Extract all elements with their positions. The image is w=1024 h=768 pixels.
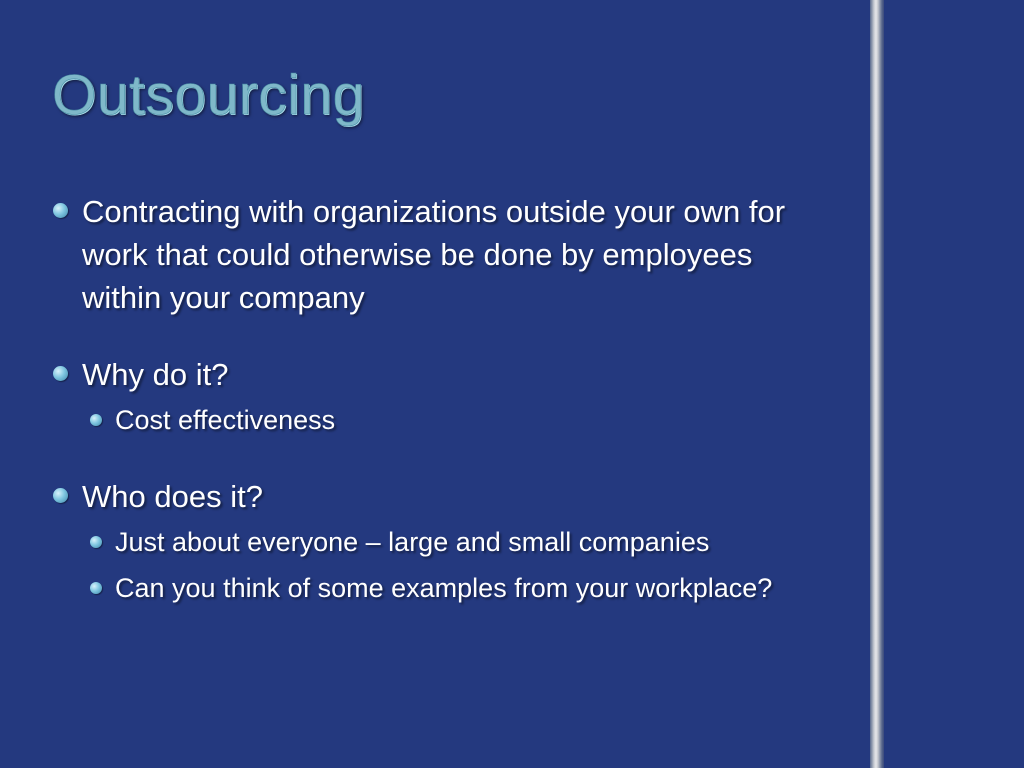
bullet-text: Contracting with organizations outside your own for work that could otherwise be done by employees within your company bbox=[82, 194, 786, 315]
bullet-item-why bbox=[50, 353, 810, 396]
sub-bullet-dot-icon bbox=[90, 414, 102, 426]
sub-bullet-dot-icon bbox=[90, 536, 102, 548]
bullet-item-definition bbox=[50, 190, 810, 319]
bullet-dot-icon bbox=[53, 488, 68, 503]
bullet-item-who bbox=[50, 475, 810, 518]
slide-title: Outsourcing bbox=[52, 63, 365, 127]
bullet-dot-icon bbox=[53, 366, 68, 381]
bullet-text: Why do it? bbox=[82, 357, 229, 392]
sub-bullet-text: Can you think of some examples from your workplace? bbox=[115, 573, 773, 603]
sub-bullet-everyone bbox=[50, 522, 810, 563]
bullet-text: Who does it? bbox=[82, 479, 263, 514]
sub-bullet-text: Cost effectiveness bbox=[115, 405, 336, 435]
sub-bullet-text: Just about everyone – large and small companies bbox=[115, 527, 710, 557]
bullet-list bbox=[50, 190, 810, 609]
sub-bullet-dot-icon bbox=[90, 582, 102, 594]
sub-bullet-examples bbox=[50, 568, 810, 609]
right-panel bbox=[884, 0, 1024, 768]
vertical-divider bbox=[870, 0, 884, 768]
bullet-dot-icon bbox=[53, 203, 68, 218]
sub-bullet-cost bbox=[50, 400, 810, 441]
